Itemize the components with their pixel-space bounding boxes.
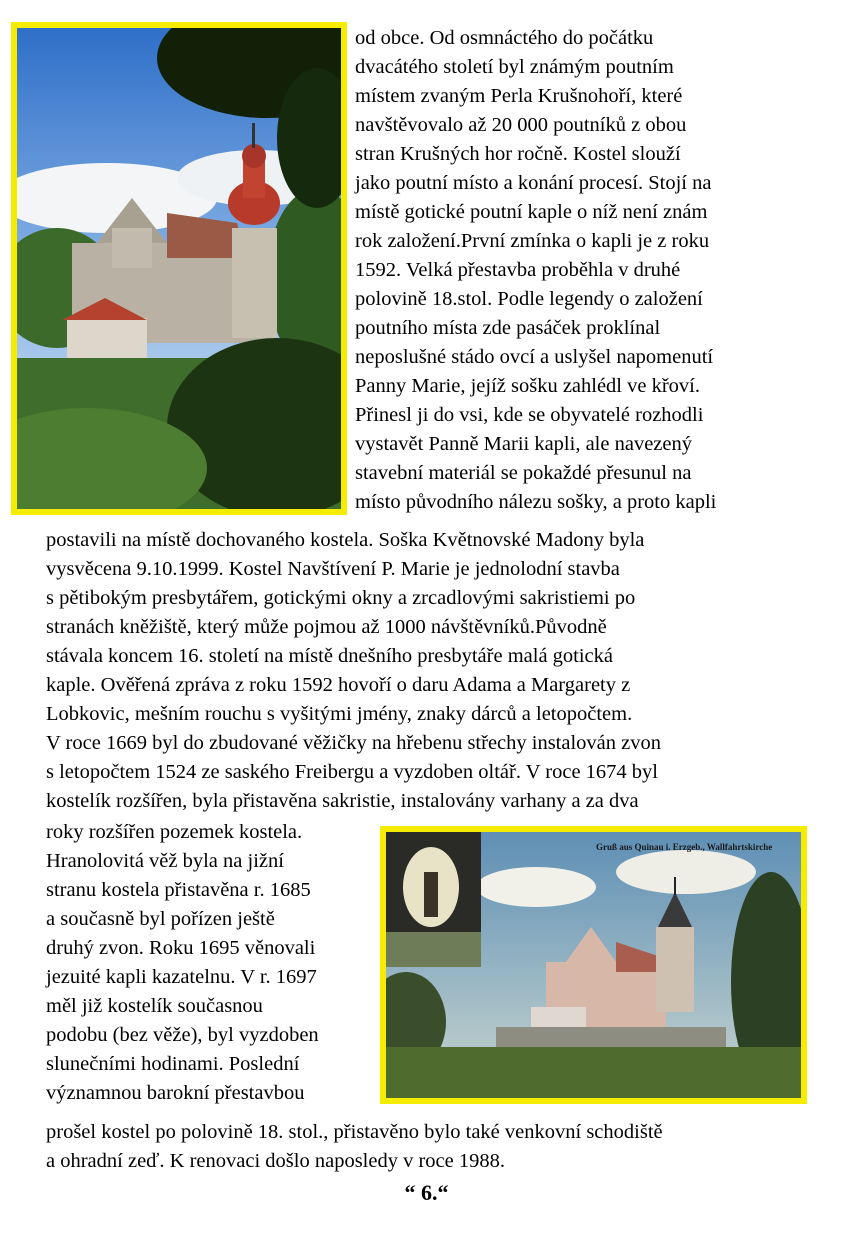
text-line: měl již kostelík současnou [46,995,263,1017]
text-line: kaple. Ověřená zpráva z roku 1592 hovoří o daru Adama a Margarety z [46,674,631,696]
text-line: s letopočtem 1524 ze saského Freibergu a vyzdoben oltář. V roce 1674 byl [46,761,659,783]
church-photo-image [17,28,341,509]
text-line: stran Krušných hor ročně. Kostel slouží [355,143,681,165]
text-line: Panny Marie, jejíž sošku zahlédl ve křoví. [355,375,700,397]
postcard-photo-image [386,832,801,1098]
text-line: V roce 1669 byl do zbudované věžičky na hřebenu střechy instalován zvon [46,732,661,754]
text-line: vystavět Panně Marii kapli, ale navezený [355,433,692,455]
text-line: slunečními hodinami. Poslední [46,1053,300,1075]
text-line: stranu kostela přistavěna r. 1685 [46,879,311,901]
text-line: s pětibokým presbytářem, gotickými okny a zrcadlovými sakristiemi po [46,587,636,609]
text-line: prošel kostel po polovině 18. stol., přistavěno bylo také venkovní schodiště [46,1121,663,1143]
text-line: kostelík rozšířen, byla přistavěna sakristie, instalovány varhany a za dva [46,790,639,812]
text-line: polovině 18.stol. Podle legendy o založení [355,288,703,310]
text-line: stávala koncem 16. století na místě dnešního presbytáře malá gotická [46,645,614,667]
text-line: stranách kněžiště, který může pojmou až 1000 návštěvníků.Původně [46,616,607,638]
postcard-photo [380,826,807,1104]
text-line: podobu (bez věže), byl vyzdoben [46,1024,319,1046]
text-line: významnou barokní přestavbou [46,1082,305,1104]
text-line: Hranolovitá věž byla na jižní [46,850,284,872]
text-line: místě gotické poutní kaple o níž není znám [355,201,708,223]
text-line: a ohradní zeď. K renovaci došlo naposledy v roce 1988. [46,1150,505,1172]
text-line: a současně byl pořízen ještě [46,908,275,930]
text-line: navštěvovalo až 20 000 poutníků z obou [355,114,687,136]
text-line: postavili na místě dochovaného kostela. Soška Květnovské Madony byla [46,529,645,551]
text-line: poutního místa zde pasáček proklínal [355,317,661,339]
text-line: místem zvaným Perla Krušnohoří, které [355,85,683,107]
text-line: roky rozšířen pozemek kostela. [46,821,303,843]
postcard-caption: Gruß aus Quinau i. Erzgeb., Wallfahrtskirche [596,842,773,852]
text-line: jezuité kapli kazatelnu. V r. 1697 [46,966,317,988]
text-line: Přinesl ji do vsi, kde se obyvatelé rozhodli [355,404,704,426]
text-line: druhý zvon. Roku 1695 věnovali [46,937,316,959]
text-line: dvacátého století byl známým poutním [355,56,674,78]
text-line: vysvěcena 9.10.1999. Kostel Navštívení P. Marie je jednolodní stavba [46,558,620,580]
church-photo [11,22,347,515]
text-line: od obce. Od osmnáctého do počátku [355,27,654,49]
text-line: místo původního nálezu sošky, a proto kapli [355,491,717,513]
text-line: rok založení.První zmínka o kapli je z roku [355,230,710,252]
text-line: 1592. Velká přestavba proběhla v druhé [355,259,681,281]
text-line: stavební materiál se pokaždé přesunul na [355,462,692,484]
page-number: “ 6.“ [404,1180,449,1205]
text-line: Lobkovic, mešním rouchu s vyšitými jmény, znaky dárců a letopočtem. [46,703,633,725]
text-line: neposlušné stádo ovcí a uslyšel napomenutí [355,346,714,368]
text-line: jako poutní místo a konání procesí. Stojí na [355,172,712,194]
